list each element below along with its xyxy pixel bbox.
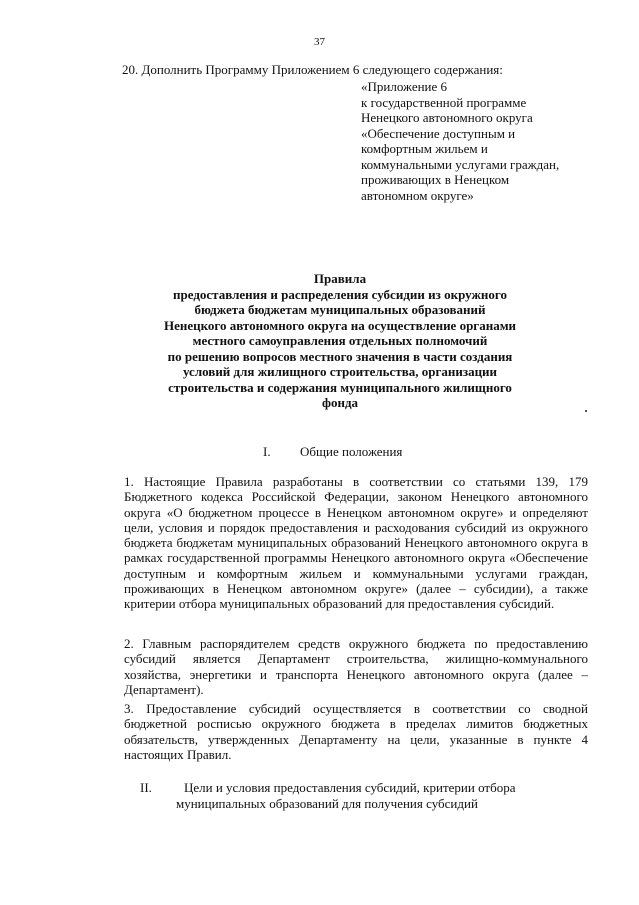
paragraph-3-block [88, 701, 588, 762]
section-2-title-line-2: муниципальных образований для получения субсидий [176, 796, 478, 811]
appendix-header-block [361, 79, 621, 203]
section-2-title-line-1: Цели и условия предоставления субсидий, критерии отбора [184, 780, 516, 795]
appendix-line: «Обеспечение доступным и [361, 125, 516, 141]
appendix-line: Ненецкого автономного округа [361, 110, 533, 125]
section-1-title: Общие положения [300, 444, 403, 459]
appendix-line: автономном округе» [361, 187, 474, 203]
rules-title-line: бюджета бюджетам муниципальных образований [194, 302, 486, 317]
section-1-number: I. [263, 444, 271, 459]
page-number: 37 [314, 36, 325, 48]
section-2-number: II. [140, 780, 152, 795]
rules-title-line: предоставления и распределения субсидии из окружного [173, 286, 507, 302]
paragraph-2-block [88, 636, 588, 697]
paragraph-3: 3. Предоставление субсидий осуществляется в соответствии со сводной бюджетной росписью окружного бюджета в пределах лимитов бюджетных обязательств, утвержденных Департаменту на цели, указанные в пункте 4 настоящих Правил. [124, 701, 588, 762]
appendix-line: комфортным жильем и [361, 141, 488, 156]
section-2-heading [140, 780, 560, 812]
paragraph-1: 1. Настоящие Правила разработаны в соответствии со статьями 139, 179 Бюджетного кодекса Российской Федерации, законом Ненецкого автономного округа «О бюджетном процессе в Ненецком автономном округе» и определяют цели, условия и порядок предоставления и расходования субсидий из окружного бюджета бюджетам муниципальных образований Ненецкого автономного округа в рамках государственной программы Ненецкого автономного округа «Обеспечение доступным и комфортным жильем и коммунальными услугами граждан, проживающих в Ненецком автономном округе» (далее – субсидии), а также критерии отбора муниципальных образований для предоставления субсидий. [124, 474, 588, 612]
rules-title-line: строительства и содержания муниципального жилищного [168, 379, 512, 395]
section-2-heading-line-1 [140, 780, 560, 796]
paragraph-2: 2. Главным распорядителем средств окружного бюджета по предоставлению субсидий является Департамент строительства, жилищно-коммунального хозяйства, энергетики и транспорта Ненецкого автономного округа (далее – Департамент). [124, 636, 588, 697]
rules-title-line: местного самоуправления отдельных полномочий [192, 333, 488, 348]
scan-speck [585, 410, 587, 412]
rules-title-line: Правила [313, 271, 367, 286]
section-1-heading [263, 444, 402, 460]
rules-title-line: Ненецкого автономного округа на осуществление органами [163, 317, 517, 333]
amendment-item-20: 20. Дополнить Программу Приложением 6 следующего содержания: [122, 62, 503, 77]
appendix-line: к государственной программе [361, 94, 527, 110]
rules-title-line: фонда [321, 395, 359, 410]
rules-title-line: условий для жилищного строительства, организации [182, 364, 498, 379]
rules-title [100, 271, 580, 411]
appendix-line: проживающих в Ненецком [361, 172, 510, 187]
rules-title-line: по решению вопросов местного значения в части создания [167, 348, 513, 364]
appendix-line: «Приложение 6 [361, 79, 448, 94]
appendix-line: коммунальными услугами граждан, [361, 156, 560, 172]
paragraph-1-block [88, 474, 588, 612]
